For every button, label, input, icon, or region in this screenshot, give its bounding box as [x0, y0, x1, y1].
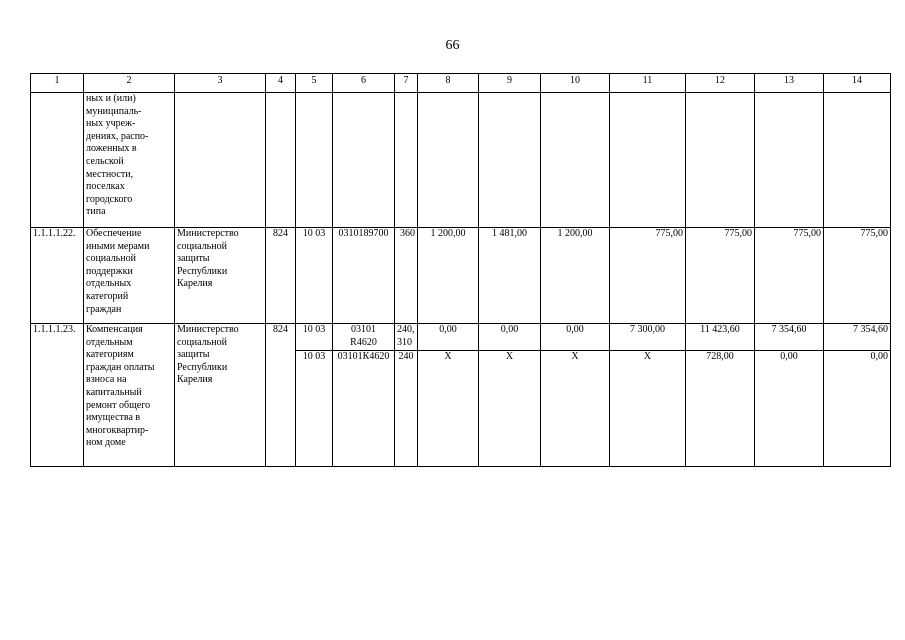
cell-value	[479, 93, 541, 228]
cell-csr: 03101 R4620	[333, 324, 395, 351]
column-header: 1	[31, 74, 84, 93]
cell-value: 7 300,00	[610, 324, 686, 351]
cell-code: 1.1.1.1.22.	[31, 228, 84, 324]
cell-rzpr	[296, 93, 333, 228]
table-row	[31, 228, 891, 324]
cell-value: 7 354,60	[824, 324, 891, 351]
cell-executor	[175, 93, 266, 228]
cell-value: 0,00	[541, 324, 610, 351]
cell-grbs	[266, 93, 296, 228]
cell-vr: 240	[395, 351, 418, 467]
cell-value: Х	[610, 351, 686, 467]
column-header: 2	[84, 74, 175, 93]
cell-value	[824, 93, 891, 228]
cell-csr: 0310189700	[333, 228, 395, 324]
cell-value: 1 481,00	[479, 228, 541, 324]
cell-rzpr: 10 03	[296, 228, 333, 324]
cell-value: 1 200,00	[418, 228, 479, 324]
cell-name: Компенсация отдельным категориям граждан оплаты взноса на капитальный ремонт общего имущества в многоквартир- ном доме	[84, 324, 175, 467]
column-header: 14	[824, 74, 891, 93]
cell-value: 0,00	[479, 324, 541, 351]
cell-value: 1 200,00	[541, 228, 610, 324]
cell-grbs: 824	[266, 228, 296, 324]
cell-csr: 03101К4620	[333, 351, 395, 467]
cell-value	[418, 93, 479, 228]
cell-value	[686, 93, 755, 228]
cell-value: 11 423,60	[686, 324, 755, 351]
cell-rzpr: 10 03	[296, 324, 333, 351]
budget-table	[30, 73, 891, 467]
cell-executor: Министерство социальной защиты Республики Карелия	[175, 228, 266, 324]
cell-value: 728,00	[686, 351, 755, 467]
cell-value: 775,00	[824, 228, 891, 324]
column-header: 10	[541, 74, 610, 93]
cell-name: ных и (или) муниципаль- ных учреж- дениях, распо- ложенных в сельской местности, поселках городского типа	[84, 93, 175, 228]
cell-value: 775,00	[610, 228, 686, 324]
column-header: 4	[266, 74, 296, 93]
cell-grbs: 824	[266, 324, 296, 467]
cell-vr: 240, 310	[395, 324, 418, 351]
cell-value: 775,00	[755, 228, 824, 324]
column-header: 8	[418, 74, 479, 93]
cell-value: 775,00	[686, 228, 755, 324]
table-row	[31, 324, 891, 351]
cell-value	[541, 93, 610, 228]
table-header-row	[31, 74, 891, 93]
column-header: 3	[175, 74, 266, 93]
table-row	[31, 93, 891, 228]
column-header: 9	[479, 74, 541, 93]
cell-value: 0,00	[755, 351, 824, 467]
cell-code	[31, 93, 84, 228]
cell-code: 1.1.1.1.23.	[31, 324, 84, 467]
cell-value: Х	[541, 351, 610, 467]
cell-value	[755, 93, 824, 228]
column-header: 12	[686, 74, 755, 93]
cell-vr: 360	[395, 228, 418, 324]
cell-value: Х	[418, 351, 479, 467]
cell-value	[610, 93, 686, 228]
cell-value: 0,00	[418, 324, 479, 351]
cell-name: Обеспечение иными мерами социальной поддержки отдельных категорий граждан	[84, 228, 175, 324]
cell-value: 0,00	[824, 351, 891, 467]
column-header: 13	[755, 74, 824, 93]
cell-executor: Министерство социальной защиты Республики Карелия	[175, 324, 266, 467]
cell-csr	[333, 93, 395, 228]
cell-rzpr: 10 03	[296, 351, 333, 467]
cell-vr	[395, 93, 418, 228]
column-header: 6	[333, 74, 395, 93]
cell-value: 7 354,60	[755, 324, 824, 351]
column-header: 7	[395, 74, 418, 93]
page-number: 66	[445, 38, 460, 53]
cell-value: Х	[479, 351, 541, 467]
column-header: 11	[610, 74, 686, 93]
column-header: 5	[296, 74, 333, 93]
